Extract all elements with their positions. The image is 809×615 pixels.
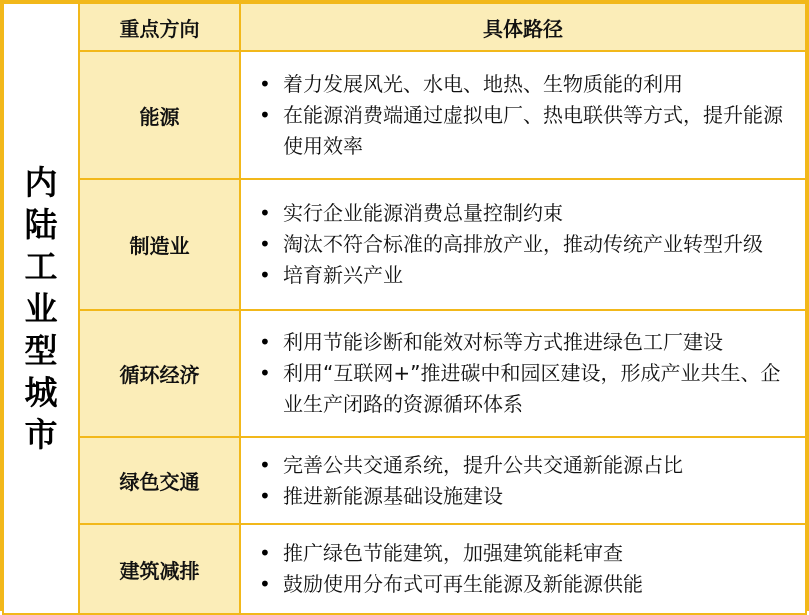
path-list-green-transport [241,442,805,520]
path-cell-energy [240,51,806,179]
path-cell-building-emission [240,524,806,614]
path-item: • 推广绿色节能建筑，加强建筑能耗审查 [259,538,795,569]
path-list-energy [241,61,805,170]
path-item: • 利用“互联网+”推进碳中和园区建设，形成产业共生、企业生产闭路的资源循环体系 [259,358,795,420]
policy-table [2,2,807,615]
path-cell-green-transport [240,437,806,524]
path-item: • 着力发展风光、水电、地热、生物质能的利用 [259,69,795,100]
direction-cell-building-emission: 建筑减排 [79,524,240,614]
path-list-building-emission [241,530,805,608]
path-item: • 培育新兴产业 [259,260,795,291]
header-row [3,3,806,51]
path-cell-manufacturing [240,179,806,310]
path-item: • 鼓励使用分布式可再生能源及新能源供能 [259,569,795,600]
city-type-label: 内陆工业型城市 [24,162,58,454]
path-item: • 完善公共交通系统，提升公共交通新能源占比 [259,450,795,481]
direction-header: 重点方向 [79,3,240,51]
path-cell-circular-economy [240,310,806,437]
direction-cell-energy: 能源 [79,51,240,179]
path-item: • 推进新能源基础设施建设 [259,481,795,512]
path-header: 具体路径 [240,3,806,51]
path-item: • 实行企业能源消费总量控制约束 [259,198,795,229]
path-list-manufacturing [241,190,805,299]
direction-cell-manufacturing: 制造业 [79,179,240,310]
city-type-cell [3,3,79,614]
table-row-green-transport [3,437,806,524]
direction-cell-circular-economy: 循环经济 [79,310,240,437]
path-item: • 淘汰不符合标准的高排放产业，推动传统产业转型升级 [259,229,795,260]
table-row-building-emission [3,524,806,614]
table-row-manufacturing [3,179,806,310]
table-row-circular-economy [3,310,806,437]
table-row-energy [3,51,806,179]
path-item: • 在能源消费端通过虚拟电厂、热电联供等方式，提升能源使用效率 [259,100,795,162]
path-item: • 利用节能诊断和能效对标等方式推进绿色工厂建设 [259,327,795,358]
path-list-circular-economy [241,319,805,428]
direction-cell-green-transport: 绿色交通 [79,437,240,524]
